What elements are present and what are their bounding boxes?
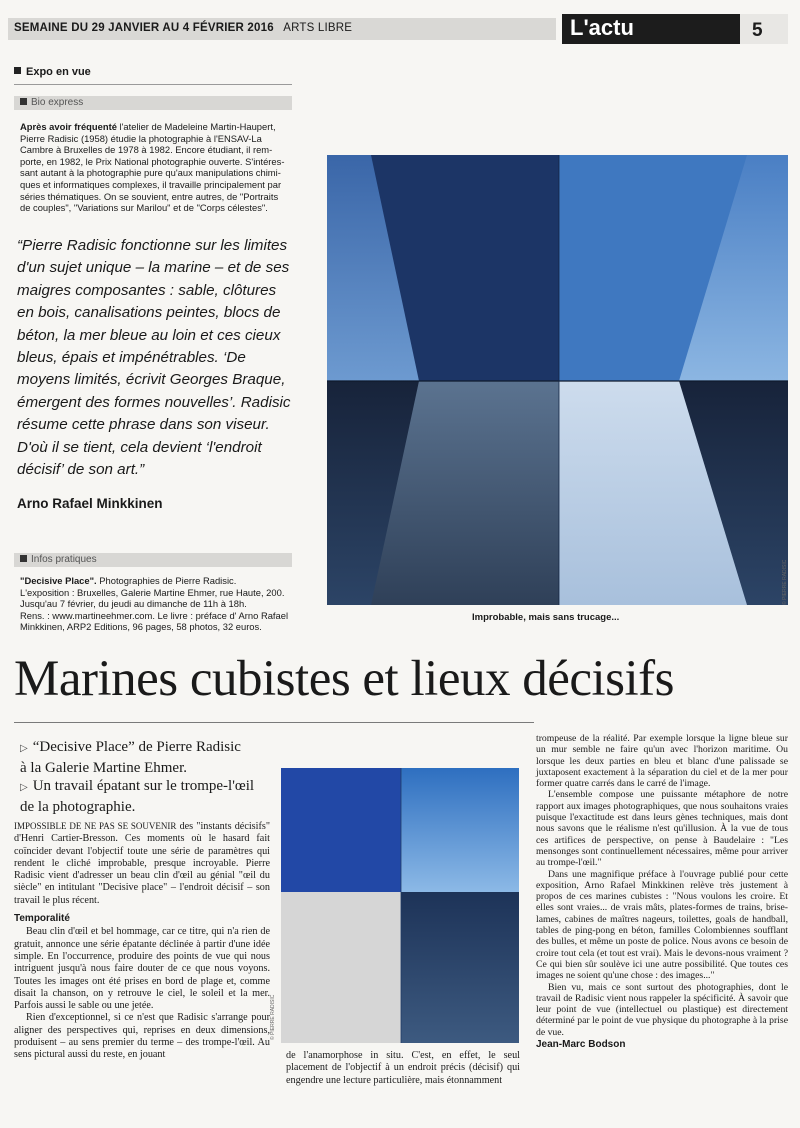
infos-line: Rens. : www.martineehmer.com. Le livre : préface d' Arno Rafael: [20, 609, 289, 621]
article-col-1: [14, 820, 270, 1062]
kicker-rule: [14, 84, 292, 85]
bio-line: porte, en 1982, le Prix National photographie ouverte. S'intéres-: [20, 155, 285, 167]
deck-bullet-icon: ▷: [20, 743, 28, 754]
infos-label: Infos pratiques: [31, 554, 97, 565]
second-photo: [281, 768, 519, 1043]
quote-line: d'un sujet unique – la marine – et de ses: [17, 259, 290, 277]
byline: Jean-Marc Bodson: [536, 1039, 626, 1051]
issue-date: [14, 22, 352, 34]
quote-author: Arno Rafael Minkkinen: [17, 496, 163, 511]
page-number-box: [740, 14, 788, 44]
infos-square-icon: [20, 555, 27, 562]
bio-line: ques et informatiques complexes, il travaille principalement par: [20, 178, 282, 190]
article-col-2: [286, 1050, 520, 1087]
quote-line: émergent des formes nouvelles’. Radisic: [17, 393, 291, 411]
deck-line: à la Galerie Martine Ehmer.: [20, 759, 188, 776]
headline-rule: [14, 722, 534, 723]
deck-line: de la photographie.: [20, 798, 136, 815]
bio-label: Bio express: [31, 97, 84, 108]
deck-line: Un travail épatant sur le trompe-l'œil: [32, 778, 255, 794]
article-paragraph: Dans une magnifique préface à l'ouvrage publié pour cette exposition, Arno Rafael Minkkinen relève très justement à propos de ces marines cubistes : "Nous voulons les croire. Et elles sont vraies... de vrais mâts, plates-formes de trains, brise-lames, cabines de maîtres nageurs, toilettes, goals de handball, tables de ping-pong en béton, familles Colombiennes soufflant des bulles, et même un poste de police. Nous avons ce besoin de croire tout cela (et tout est vrai). Mais le devons-nous vraiment ? Ce qui bien sûr soulève ici une autre possibilité. Que toutes ces images ne soient qu'une chose : des images...": [536, 868, 788, 982]
second-photo-credit: © PIERRE RADISIC: [270, 994, 276, 1040]
kicker-square-icon: [14, 67, 21, 74]
main-photo: [327, 155, 788, 605]
kicker: [14, 66, 91, 78]
infos-text: [20, 575, 320, 633]
article-paragraph: L'ensemble compose une puissante métaphore de notre rapport aux images photographiques, que nous souhaitons vraies puisque l'exactitude est dans leurs gènes techniques, mais dont nous savons que le réalisme n'est qu'illusion. À la vue de tous ces artifices de perspective, on pense à Baudelaire : "Les mensonges sont continuellement nécessaires, même pour arriver au trompe-l'œil.": [536, 789, 788, 869]
article-paragraph: de l'anamorphose in situ. C'est, en effet, le seul placement de l'objectif à un endroit précis (décisif) qui engendre une lecture particulière, mais étonnamment: [286, 1050, 520, 1086]
pull-quote: [17, 235, 302, 481]
bio-strip: [14, 96, 292, 110]
infos-line: Jusqu'au 7 février, du jeudi au dimanche de 11h à 18h.: [20, 598, 247, 610]
bio-line: de couples", "Variations sur Marilou" et de "Corps célestes".: [20, 202, 268, 214]
bio-text: [20, 121, 292, 214]
infos-strip: [14, 553, 292, 567]
infos-title-rest: Photographies de Pierre Radisic.: [99, 575, 237, 586]
bio-line: sant autant à la photographie pure qu'aux manipulations chimi-: [20, 167, 281, 179]
quote-line: décisif’ de son art.”: [17, 461, 145, 479]
article-lead: IMPOSSIBLE DE NE PAS SE SOUVENIR: [14, 821, 177, 831]
section-label: L'actu: [570, 15, 634, 40]
bio-square-icon: [20, 98, 27, 105]
quote-line: résume cette phrase dans son viseur.: [17, 416, 270, 434]
page-number: 5: [752, 20, 763, 41]
bio-line: Pierre Radisic (1958) étudie la photographie à l'ENSAV-La: [20, 132, 262, 144]
quote-line: “Pierre Radisic fonctionne sur les limites: [17, 237, 288, 254]
infos-line: L'exposition : Bruxelles, Galerie Martine Ehmer, rue Haute, 200.: [20, 586, 285, 598]
issue-date-text: SEMAINE DU 29 JANVIER AU 4 FÉVRIER 2016: [14, 22, 274, 34]
article-intro-text: des "instants décisifs" d'Henri Cartier-Bresson. Ces moments où le hasard fait coïncider devant l'objectif toute une série de paramètres qui rendent le cliché improbable, presque incroyable. Pierre Radisic vient d'adresser un beau clin d'œil au génial "œil du siècle" en intitulant "Decisive place" – l'endroit décisif – son travail le plus récent.: [14, 821, 270, 906]
second-photo-image: [281, 768, 519, 1043]
quote-line: en bois, canalisations peintes, blocs de: [17, 304, 281, 322]
infos-title: "Decisive Place".: [20, 575, 97, 586]
article-paragraph: Rien d'exceptionnel, si ce n'est que Radisic s'arrange pour aligner des perspectives qui, reprises en deux dimensions, produisent – au sens premier du terme – des trompe-l'œil. Au sens pictural aussi du reste, en jouant: [14, 1012, 270, 1061]
article-paragraph: Beau clin d'œil et bel hommage, car ce titre, qui n'a rien de gratuit, annonce une série épatante déclinée à partir d'une idée simple. En l'occurrence, produire des points de vue qui nous intriguent jusqu'à nous faire douter de ce que nous voyons. Toutes les images ont été prises en bord de plage et, comme disait la chanson, on y retrouve le ciel, le soleil et la mer. Parfois aussi le sable ou une jetée.: [14, 926, 270, 1012]
article-col-3: [536, 733, 788, 1050]
bio-lead: Après avoir fréquenté: [20, 121, 117, 132]
article-paragraph: trompeuse de la réalité. Par exemple lorsque la ligne bleue sur un mur semble ne faire qu'un avec l'horizon maritime. Ou lorsque les deux parties en bleu et blanc d'une palissade se juxtaposent exactement à la séparation du ciel et de la mer pour former quatre carrés dans le carré de l'image.: [536, 733, 788, 790]
bio-line: l'atelier de Madeleine Martin-Haupert,: [119, 121, 276, 132]
article-subhead: Temporalité: [14, 913, 70, 925]
quote-line: béton, la mer bleue au loin et ces cieux: [17, 326, 281, 344]
quote-line: D'où il se tient, cela devient ‘l'endroit: [17, 438, 262, 456]
quote-line: moyens limités, écrivit Georges Braque,: [17, 371, 286, 389]
deck-bullet-icon: ▷: [20, 782, 28, 793]
quote-line: bleus, épais et impénétrables. ‘De: [17, 349, 246, 367]
infos-line: Minkkinen, ARP2 Editions, 96 pages, 58 photos, 32 euros.: [20, 621, 262, 633]
headline: Marines cubistes et lieux décisifs: [14, 651, 674, 707]
deck: [20, 738, 280, 816]
bio-line: Cambre à Bruxelles de 1978 à 1982. Encore étudiant, il rem-: [20, 144, 273, 156]
main-photo-image: [327, 155, 788, 605]
article-paragraph: Bien vu, mais ce sont surtout des photographies, dont le travail de Radisic vient nous rappeler la spécificité. À savoir que leur point de vue (intellectuel ou plastique) est directement déterminé par le point de vue physique du photographe à la prise de vue.: [536, 981, 788, 1038]
kicker-label: Expo en vue: [26, 66, 91, 78]
main-photo-credit: © PIERRE RADISIC: [782, 559, 788, 605]
article-intro: [14, 820, 270, 907]
publication-name: ARTS LIBRE: [283, 22, 353, 34]
deck-line: “Decisive Place” de Pierre Radisic: [32, 739, 241, 755]
quote-line: maigres composantes : sable, clôtures: [17, 281, 277, 299]
bio-line: séries thématiques. On se souvient, entre autres, de "Portraits: [20, 190, 279, 202]
main-photo-caption: Improbable, mais sans trucage...: [472, 612, 620, 623]
